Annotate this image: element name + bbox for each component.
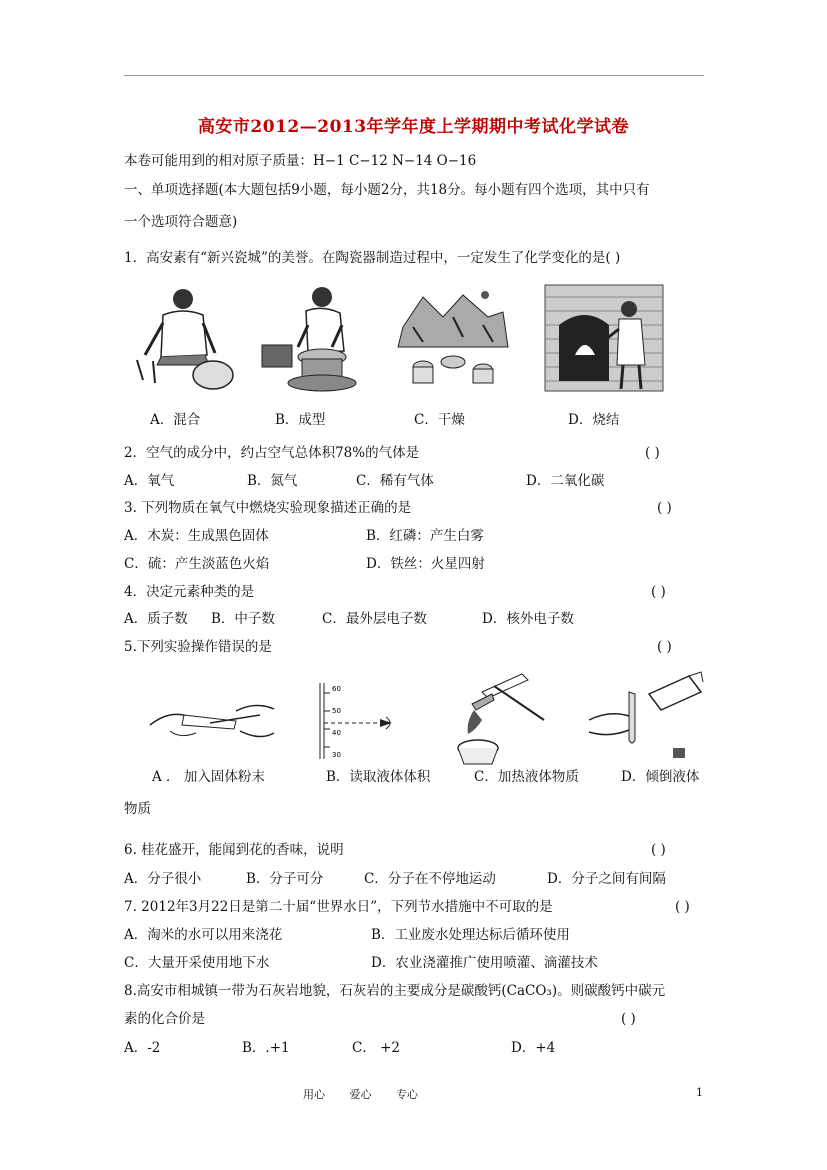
cylinder-tick-40: 40 bbox=[332, 729, 341, 737]
q5-option-a: A ． 加入固体粉末 bbox=[152, 769, 265, 785]
cylinder-tick-60: 60 bbox=[332, 685, 341, 693]
cylinder-tick-30: 30 bbox=[332, 751, 341, 759]
question-7-answer-blank: ( ) bbox=[675, 899, 690, 915]
question-5-stem: 5.下列实验操作错误的是 bbox=[124, 639, 272, 655]
q6-option-c: C．分子在不停地运动 bbox=[364, 871, 496, 887]
q7-option-c: C．大量开采使用地下水 bbox=[124, 955, 270, 971]
q5-option-b: B．读取液体体积 bbox=[326, 769, 431, 785]
pour-liquid-image bbox=[589, 672, 704, 767]
add-powder-image bbox=[150, 695, 275, 745]
q5-option-d-cont: 物质 bbox=[124, 801, 151, 817]
q3-option-d: D．铁丝：火星四射 bbox=[366, 556, 485, 572]
q2-option-b: B．氮气 bbox=[247, 473, 298, 489]
mixing-image bbox=[133, 285, 233, 395]
question-8-stem-cont: 素的化合价是 bbox=[124, 1011, 205, 1027]
section-heading: 一、单项选择题(本大题包括9小题，每小题2分，共18分。每小题有四个选项，其中只有 bbox=[124, 182, 650, 198]
q2-option-c: C．稀有气体 bbox=[356, 473, 434, 489]
q3-option-b: B．红磷：产生白雾 bbox=[366, 528, 484, 544]
question-8-stem: 8.高安市相城镇一带为石灰岩地貌，石灰岩的主要成分是碳酸钙(CaCO₃)。则碳酸钙中碳元 bbox=[124, 983, 666, 999]
q3-option-c: C．硫：产生淡蓝色火焰 bbox=[124, 556, 270, 572]
question-6-stem: 6. 桂花盛开，能闻到花的香味，说明 bbox=[124, 842, 344, 858]
section-heading-cont: 一个选项符合题意) bbox=[124, 214, 238, 230]
q2-option-a: A．氧气 bbox=[124, 473, 175, 489]
q4-option-c: C．最外层电子数 bbox=[322, 611, 427, 627]
q6-option-a: A．分子很小 bbox=[124, 871, 202, 887]
read-volume-image bbox=[320, 683, 430, 763]
question-4-stem: 4．决定元素种类的是 bbox=[124, 584, 255, 600]
q1-option-b: B．成型 bbox=[275, 412, 326, 428]
q1-option-d: D．烧结 bbox=[568, 412, 620, 428]
footer-motto: 用心 爱心 专心 bbox=[303, 1088, 418, 1101]
q6-option-d: D．分子之间有间隔 bbox=[547, 871, 666, 887]
page-number: 1 bbox=[696, 1086, 703, 1099]
question-7-stem: 7. 2012年3月22日是第二十届“世界水日”，下列节水措施中不可取的是 bbox=[124, 899, 553, 915]
q5-option-d: D．倾倒液体 bbox=[621, 769, 700, 785]
question-2-stem: 2．空气的成分中，约占空气总体积78%的气体是 bbox=[124, 445, 420, 461]
q7-option-a: A．淘米的水可以用来浇花 bbox=[124, 927, 283, 943]
q8-option-d: D．+4 bbox=[511, 1040, 556, 1056]
q5-option-c: C．加热液体物质 bbox=[474, 769, 579, 785]
cylinder-tick-50: 50 bbox=[332, 707, 341, 715]
question-3-answer-blank: ( ) bbox=[657, 500, 672, 516]
question-2-answer-blank: ( ) bbox=[645, 445, 660, 461]
q8-option-c: C． +2 bbox=[352, 1040, 401, 1056]
q7-option-b: B．工业废水处理达标后循环使用 bbox=[371, 927, 570, 943]
drying-image bbox=[393, 287, 513, 392]
header-rule bbox=[124, 75, 704, 76]
q8-option-a: A．-2 bbox=[124, 1040, 161, 1056]
q4-option-d: D．核外电子数 bbox=[482, 611, 574, 627]
q3-option-a: A．木炭：生成黑色固体 bbox=[124, 528, 269, 544]
question-8-answer-blank: ( ) bbox=[621, 1011, 636, 1027]
question-1-stem: 1．高安素有“新兴瓷城”的美誉。在陶瓷器制造过程中，一定发生了化学变化的是( ) bbox=[124, 250, 621, 266]
sintering-image bbox=[545, 285, 665, 393]
q2-option-d: D．二氧化碳 bbox=[526, 473, 605, 489]
q1-option-c: C．干燥 bbox=[414, 412, 465, 428]
page-title: 高安市2012—2013年学年度上学期期中考试化学试卷 bbox=[197, 117, 630, 137]
shaping-image bbox=[262, 285, 362, 395]
q4-option-a: A．质子数 bbox=[124, 611, 188, 627]
q7-option-d: D．农业浇灌推广使用喷灌、滴灌技术 bbox=[371, 955, 598, 971]
atomic-mass-line: 本卷可能用到的相对原子质量：H−1 C−12 N−14 O−16 bbox=[124, 153, 477, 169]
question-4-answer-blank: ( ) bbox=[651, 584, 666, 600]
question-6-answer-blank: ( ) bbox=[651, 842, 666, 858]
q1-option-a: A．混合 bbox=[150, 412, 201, 428]
q6-option-b: B．分子可分 bbox=[246, 871, 324, 887]
question-3-stem: 3. 下列物质在氧气中燃烧实验现象描述正确的是 bbox=[124, 500, 412, 516]
q4-option-b: B．中子数 bbox=[211, 611, 275, 627]
question-5-answer-blank: ( ) bbox=[657, 639, 672, 655]
q8-option-b: B．.+1 bbox=[242, 1040, 290, 1056]
heat-liquid-image bbox=[452, 674, 552, 769]
